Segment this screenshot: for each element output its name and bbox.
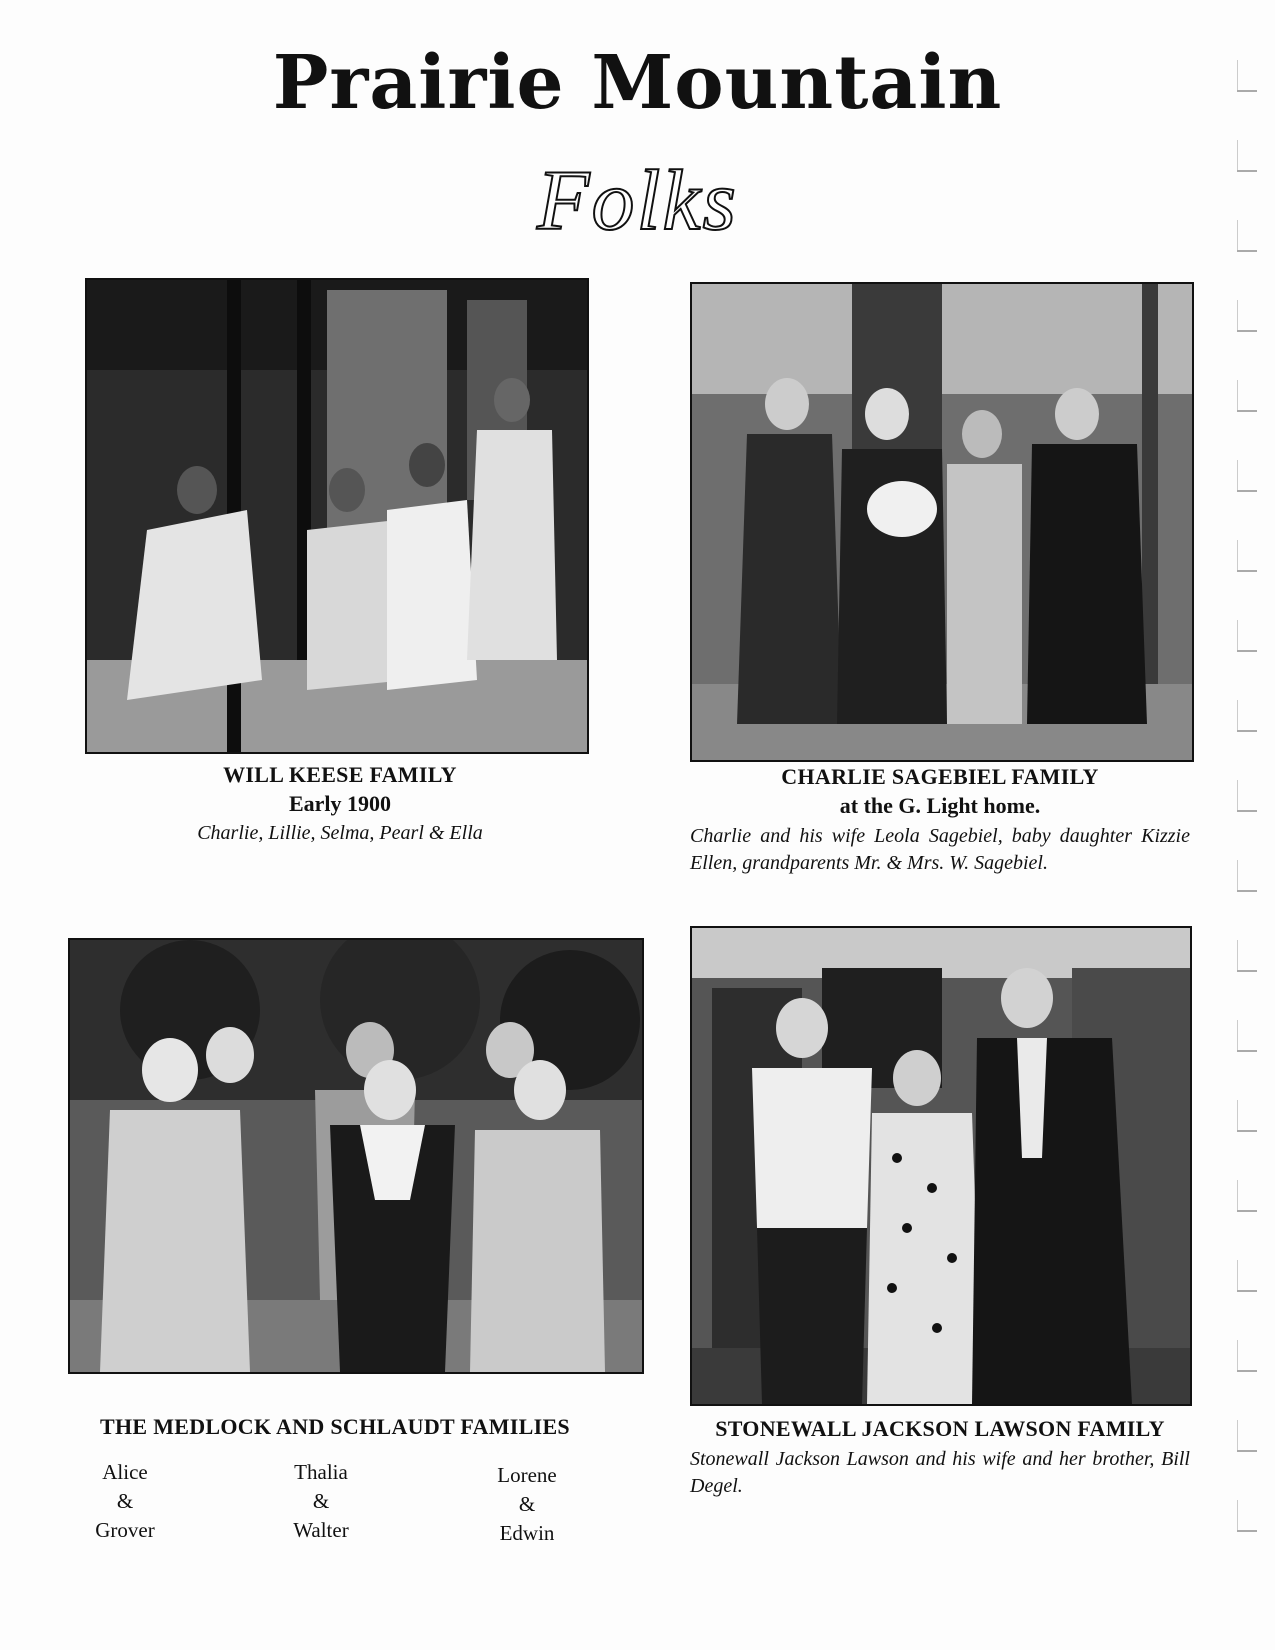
caption-title: THE MEDLOCK AND SCHLAUDT FAMILIES	[100, 1414, 570, 1439]
caption-subtitle: at the G. Light home.	[839, 793, 1041, 818]
caption-charlie-sagebiel	[690, 764, 1190, 877]
photo-stonewall-lawson-family	[690, 926, 1192, 1406]
binding-ticks	[1227, 60, 1257, 1620]
photo-will-keese-image	[87, 280, 587, 752]
caption-medlock-schlaudt	[70, 1414, 600, 1440]
caption-title: WILL KEESE FAMILY	[223, 762, 457, 787]
caption-stonewall-lawson	[690, 1416, 1190, 1500]
couple-alice-grover	[70, 1458, 180, 1545]
photo-charlie-sagebiel-family	[690, 282, 1194, 762]
page-title: Prairie Mountain	[272, 40, 1003, 126]
name-second: Walter	[293, 1518, 349, 1542]
name-amp: &	[116, 1489, 134, 1513]
photo-will-keese-family	[85, 278, 589, 754]
name-first: Alice	[102, 1460, 148, 1484]
caption-title: CHARLIE SAGEBIEL FAMILY	[781, 764, 1099, 789]
caption-will-keese	[120, 762, 560, 847]
caption-description: Stonewall Jackson Lawson and his wife and her brother, Bill Degel.	[690, 1448, 1190, 1497]
caption-description: Charlie, Lillie, Selma, Pearl & Ella	[197, 822, 483, 844]
caption-subtitle: Early 1900	[288, 791, 392, 816]
name-first: Thalia	[294, 1460, 348, 1484]
name-second: Grover	[95, 1518, 155, 1542]
page-subtitle: Folks	[536, 152, 739, 248]
name-second: Edwin	[499, 1521, 555, 1545]
couple-lorene-edwin	[472, 1461, 582, 1548]
caption-description: Charlie and his wife Leola Sagebiel, baby daughter Kizzie Ellen, grandparents Mr. & Mrs. W. Sagebiel.	[690, 825, 1190, 874]
name-first: Lorene	[497, 1463, 557, 1487]
caption-title: STONEWALL JACKSON LAWSON FAMILY	[715, 1416, 1165, 1441]
photo-medlock-schlaudt-image	[70, 940, 642, 1372]
couple-thalia-walter	[266, 1458, 376, 1545]
photo-stonewall-lawson-image	[692, 928, 1190, 1404]
name-amp: &	[312, 1489, 330, 1513]
photo-charlie-sagebiel-image	[692, 284, 1192, 760]
name-amp: &	[518, 1492, 536, 1516]
photo-medlock-schlaudt-families	[68, 938, 644, 1374]
